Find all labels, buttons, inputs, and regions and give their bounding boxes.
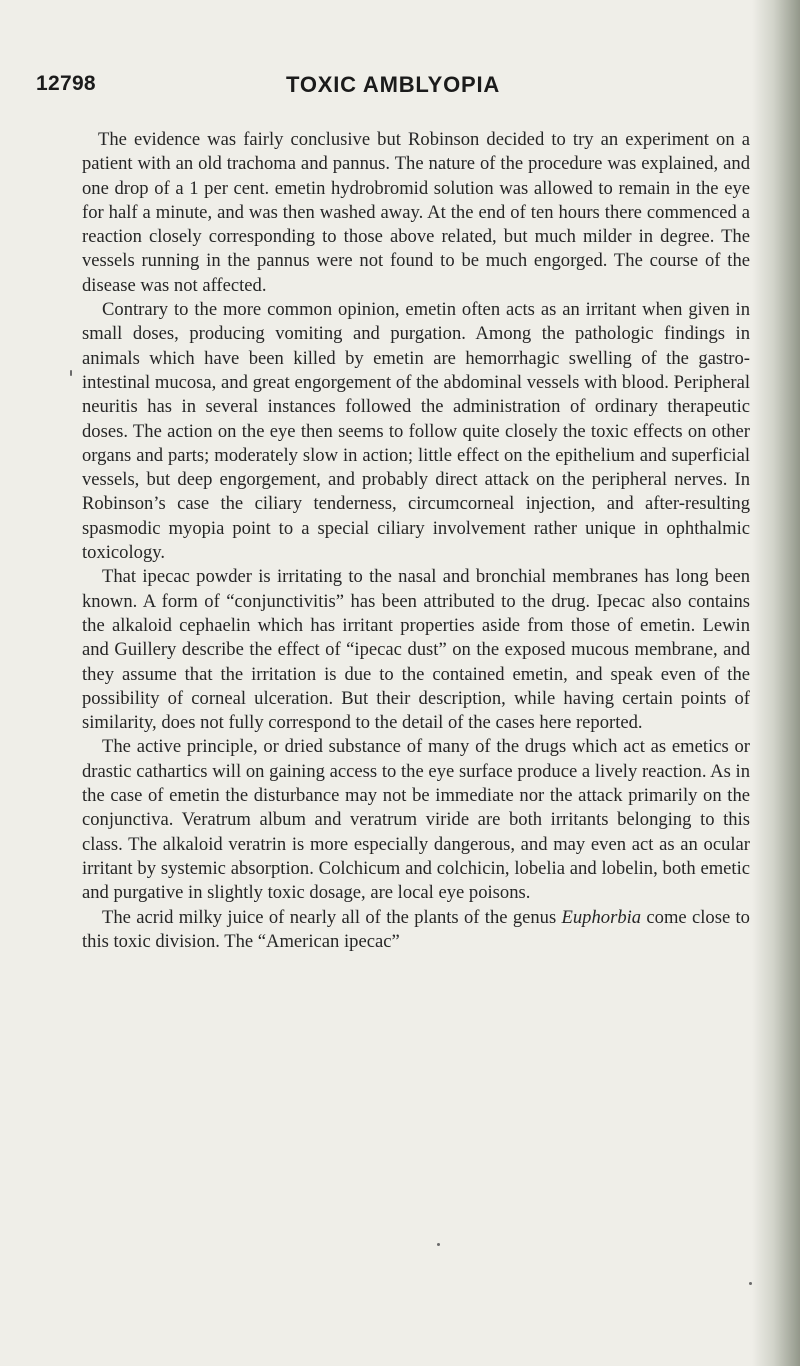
page-number: 12798 bbox=[36, 72, 96, 95]
euphorbia-genus-italic: Euphorbia bbox=[561, 906, 642, 928]
page-header bbox=[36, 72, 756, 100]
print-speck bbox=[437, 1243, 440, 1246]
page-edge-shadow bbox=[752, 0, 800, 1366]
body-text bbox=[82, 128, 750, 954]
print-speck bbox=[749, 1282, 752, 1285]
paragraph-active-principle: The active principle, or dried substance of many of the drugs which act as emetics or drastic cathartics will on gaining access to the eye surface produce a lively reaction. As in the case of emetin the disturbance may not be immediate nor the attack primarily on the conjunctiva. Veratrum album and veratrum viride are both irritants belonging to this class. The alkaloid veratrin is more especially dangerous, and may even act as an ocular irritant by systemic absorption. Colchicum and colchicin, lobelia and lobelin, both emetic and purgative in slightly toxic dosage, are local eye poisons. bbox=[82, 736, 750, 904]
euphorbia-text-before: The acrid milky juice of nearly all of the plants of the genus bbox=[102, 906, 562, 928]
running-title: TOXIC AMBLYOPIA bbox=[286, 72, 501, 97]
paragraph-euphorbia bbox=[82, 906, 750, 955]
euphorbia-text-after: come close to this toxic division. The “American ipecac” bbox=[82, 906, 750, 952]
paragraph-ipecac-powder: That ipecac powder is irritating to the nasal and bronchial membranes has long been known. A form of “conjunctivitis” has been attributed to the drug. Ipecac also contains the alkaloid cephaelin which has irritant properties aside from those of emetin. Lewin and Guillery describe the effect of “ipecac dust” on the exposed mucous membrane, and they assume that the irritation is due to the contained emetin, and speak even of the possibility of corneal ulceration. But their description, while having certain points of similarity, does not fully correspond to the detail of the cases here reported. bbox=[82, 566, 750, 734]
paragraph-emetin-irritant: Contrary to the more common opinion, emetin often acts as an irritant when given in small doses, producing vomiting and purgation. Among the pathologic findings in animals which have been killed by emetin are hemorrhagic swelling of the gastro-intestinal mucosa, and great engorgement of the abdominal vessels with blood. Peripheral neuritis has in several instances followed the administration of ordinary therapeutic doses. The action on the eye then seems to follow quite closely the toxic effects on other organs and parts; moderately slow in action; little effect on the epithelium and superficial vessels, but deep engorgement, and probably direct attack on the peripheral nerves. In Robinson’s case the ciliary tenderness, circumcorneal injection, and after-resulting spasmodic myopia point to a special ciliary involvement rather unique in ophthalmic toxicology. bbox=[82, 299, 750, 564]
paragraph-robinson-experiment: The evidence was fairly conclusive but Robinson decided to try an experiment on a patient with an old trachoma and pannus. The nature of the procedure was explained, and one drop of a 1 per cent. emetin hydrobromid solution was allowed to remain in the eye for half a minute, and was then washed away. At the end of ten hours there commenced a reaction closely corresponding to those above related, but much milder in degree. The vessels running in the pannus were not found to be much engorged. The course of the disease was not affected. bbox=[82, 129, 750, 296]
print-speck bbox=[70, 370, 72, 376]
